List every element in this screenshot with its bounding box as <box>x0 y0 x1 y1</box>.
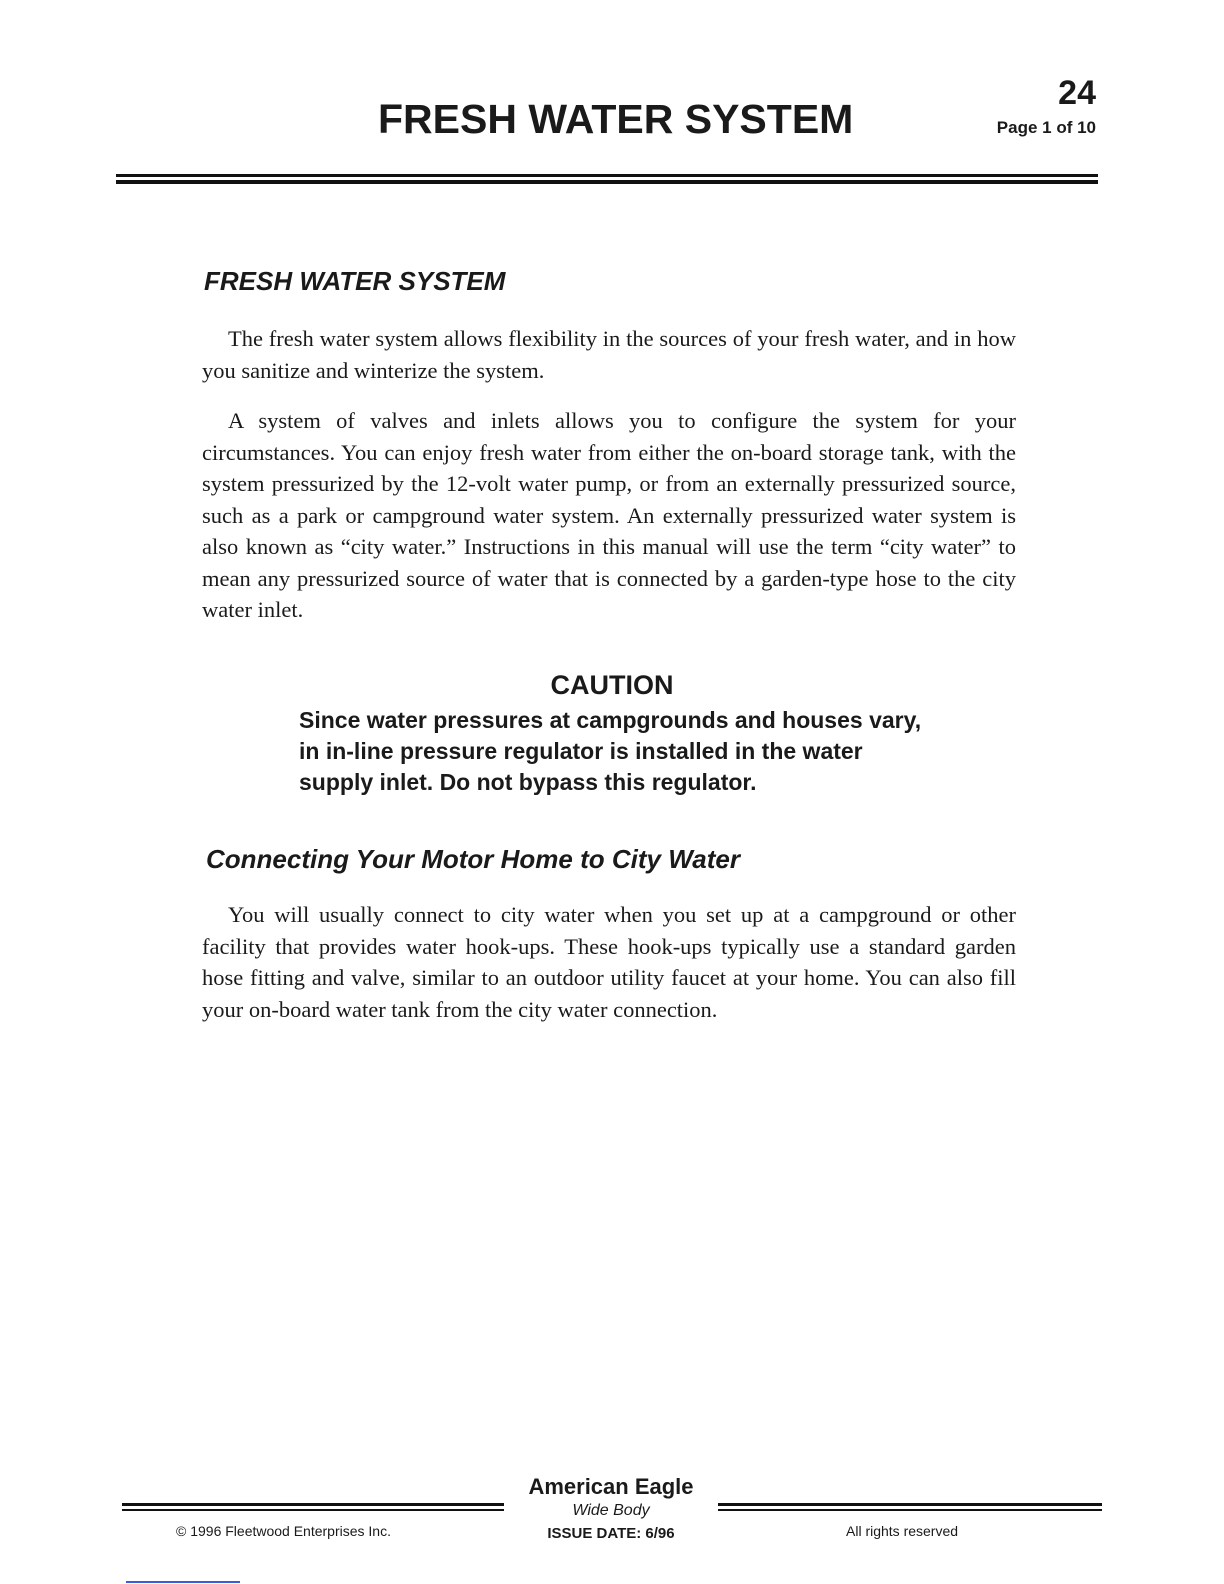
chapter-number: 24 <box>1058 74 1096 112</box>
footer-rights: All rights reserved <box>846 1523 959 1539</box>
section-heading-city-water: Connecting Your Motor Home to City Water <box>206 844 740 874</box>
page-title: FRESH WATER SYSTEM <box>378 96 854 142</box>
section-heading-fresh-water: FRESH WATER SYSTEM <box>204 266 506 296</box>
page-indicator: Page 1 of 10 <box>996 118 1096 137</box>
footer-copyright: © 1996 Fleetwood Enterprises Inc. <box>176 1523 391 1539</box>
paragraph-intro: The fresh water system allows flexibility in the sources of your fresh water, and in how you sanitize and winterize the system. <box>202 326 1016 383</box>
footer-brand: American Eagle <box>528 1474 694 1499</box>
caution-title: CAUTION <box>550 670 674 700</box>
paragraph-valves-inlets: A system of valves and inlets allows you to configure the system for your circumstances. You can enjoy fresh water from either the on-board storage tank, with the system pressurized by the 12-volt water pump, or from an externally pressurized source, such as a park or campground water system. An externally pressurized water system is also known as “city water.” Instructions in this manual will use the term “city water” to mean any pressurized source of water that is connected by a garden-type hose to the city water inlet. <box>202 408 1016 622</box>
footer-rule-right <box>718 1503 1102 1511</box>
footer-issue-date: ISSUE DATE: 6/96 <box>547 1525 675 1542</box>
caution-text: Since water pressures at campgrounds and houses vary, in in-line pressure regulator is installed in the water supply inlet. Do not bypass this regulator. <box>299 707 922 795</box>
bottom-edge-mark <box>126 1581 240 1583</box>
header-rule <box>116 174 1098 184</box>
paragraph-city-water: You will usually connect to city water when you set up at a campground or other facility that provides water hook-ups. These hook-ups typically use a standard garden hose fitting and valve, similar to an outdoor utility faucet at your home. You can also fill your on-board water tank from the city water connection. <box>202 902 1016 1022</box>
footer-rule-left <box>122 1503 504 1511</box>
footer-model: Wide Body <box>572 1502 650 1519</box>
